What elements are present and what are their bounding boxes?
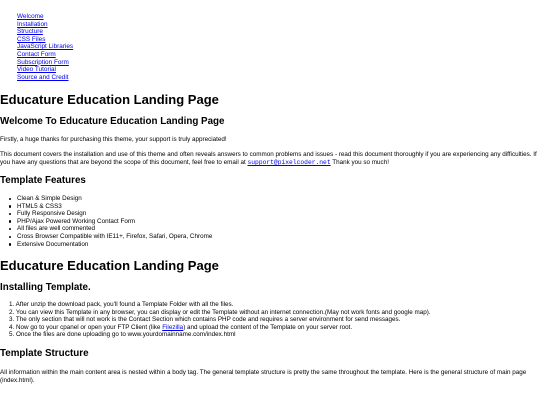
support-email-link[interactable]: support@pixelcoder.net: [247, 159, 331, 166]
feature-item: Fully Responsive Design: [17, 210, 212, 218]
toc-link-structure[interactable]: Structure: [17, 28, 43, 36]
toc-item-video-tutorial: [17, 66, 73, 74]
toc-item-structure: [17, 28, 73, 36]
structure-paragraph: All information within the main content area is nested within a body tag. The general template structure is pretty the same throughout the template. Here is the general structure of main page (index.html).: [0, 369, 527, 384]
toc-link-css-files[interactable]: CSS Files: [17, 35, 46, 43]
feature-item: HTML5 & CSS3: [17, 203, 212, 211]
feature-item: All files are well commented: [17, 225, 212, 233]
feature-item: PHP/Ajax Powered Working Contact Form: [17, 218, 212, 226]
toc-link-contact-form[interactable]: Contact Form: [17, 50, 56, 58]
toc-link-subscription-form[interactable]: Subscription Form: [17, 58, 69, 66]
install-step: 2. You can view this Template in any browser, you can display or edit the Template without an internet connection.(May not work fonts and google map).: [9, 308, 431, 316]
install-step: 1. After unzip the download pack, you'll found a Template Folder with all the files.: [9, 301, 234, 308]
features-heading: Template Features: [0, 175, 86, 186]
intro-text: This document covers the installation and use of this theme and often reveals answers to common problems and issues - read this document thoroughly if you are experiencing any difficulties. If you have any questions that are beyond the scope of this document, feel free to email at: [0, 151, 537, 166]
toc-item-source-and-credit: [17, 74, 73, 82]
install-step: [9, 324, 431, 332]
install-step: 5. Once the files are done uploading go to www.yourdomainname.com/index.html: [9, 331, 236, 339]
filezilla-link[interactable]: Filezilla: [162, 323, 184, 331]
toc-link-javascript-libraries[interactable]: JavaScript Libraries: [17, 43, 74, 51]
feature-item: Clean & Simple Design: [17, 195, 212, 203]
toc-link-installation[interactable]: Installation: [17, 20, 48, 28]
toc-item-installation: [17, 21, 73, 29]
section-title-installation: Educature Education Landing Page: [0, 258, 219, 273]
toc-item-welcome: [17, 13, 73, 21]
page-title: Educature Education Landing Page: [0, 92, 219, 107]
install-step: 3. The only section that will not work is the Contact Section which contains PHP code and requires a server environment for send messages.: [9, 316, 401, 324]
table-of-contents: [0, 13, 73, 81]
structure-heading: Template Structure: [0, 348, 89, 359]
feature-item: Extensive Documentation: [17, 241, 212, 249]
install-step-text: 4. Now go to your cpanel or open your FTP Client (like: [9, 323, 163, 331]
install-steps-list: [0, 301, 431, 339]
toc-link-source-and-credit[interactable]: Source and Credit: [17, 73, 69, 81]
toc-link-video-tutorial[interactable]: Video Tutorial: [17, 66, 56, 74]
intro-paragraph: [0, 151, 540, 167]
thanks-paragraph: Firstly, a huge thanks for purchasing this theme, your support is truly appreciated!: [0, 136, 227, 143]
intro-text-end: Thank you so much!: [330, 159, 389, 166]
feature-item: Cross Browser Compatible with IE11+, Firefox, Safari, Opera, Chrome: [17, 232, 213, 240]
installing-heading: Installing Template.: [0, 282, 91, 293]
install-step-text-end: ) and upload the content of the Template on your server root.: [183, 323, 353, 331]
toc-item-contact-form: [17, 51, 73, 59]
features-list: [0, 195, 212, 248]
toc-item-css-files: [17, 36, 73, 44]
toc-item-subscription-form: [17, 59, 73, 67]
toc-item-javascript-libraries: [17, 43, 73, 51]
toc-link-welcome[interactable]: Welcome: [17, 13, 44, 20]
welcome-heading: Welcome To Educature Education Landing Page: [0, 116, 225, 127]
